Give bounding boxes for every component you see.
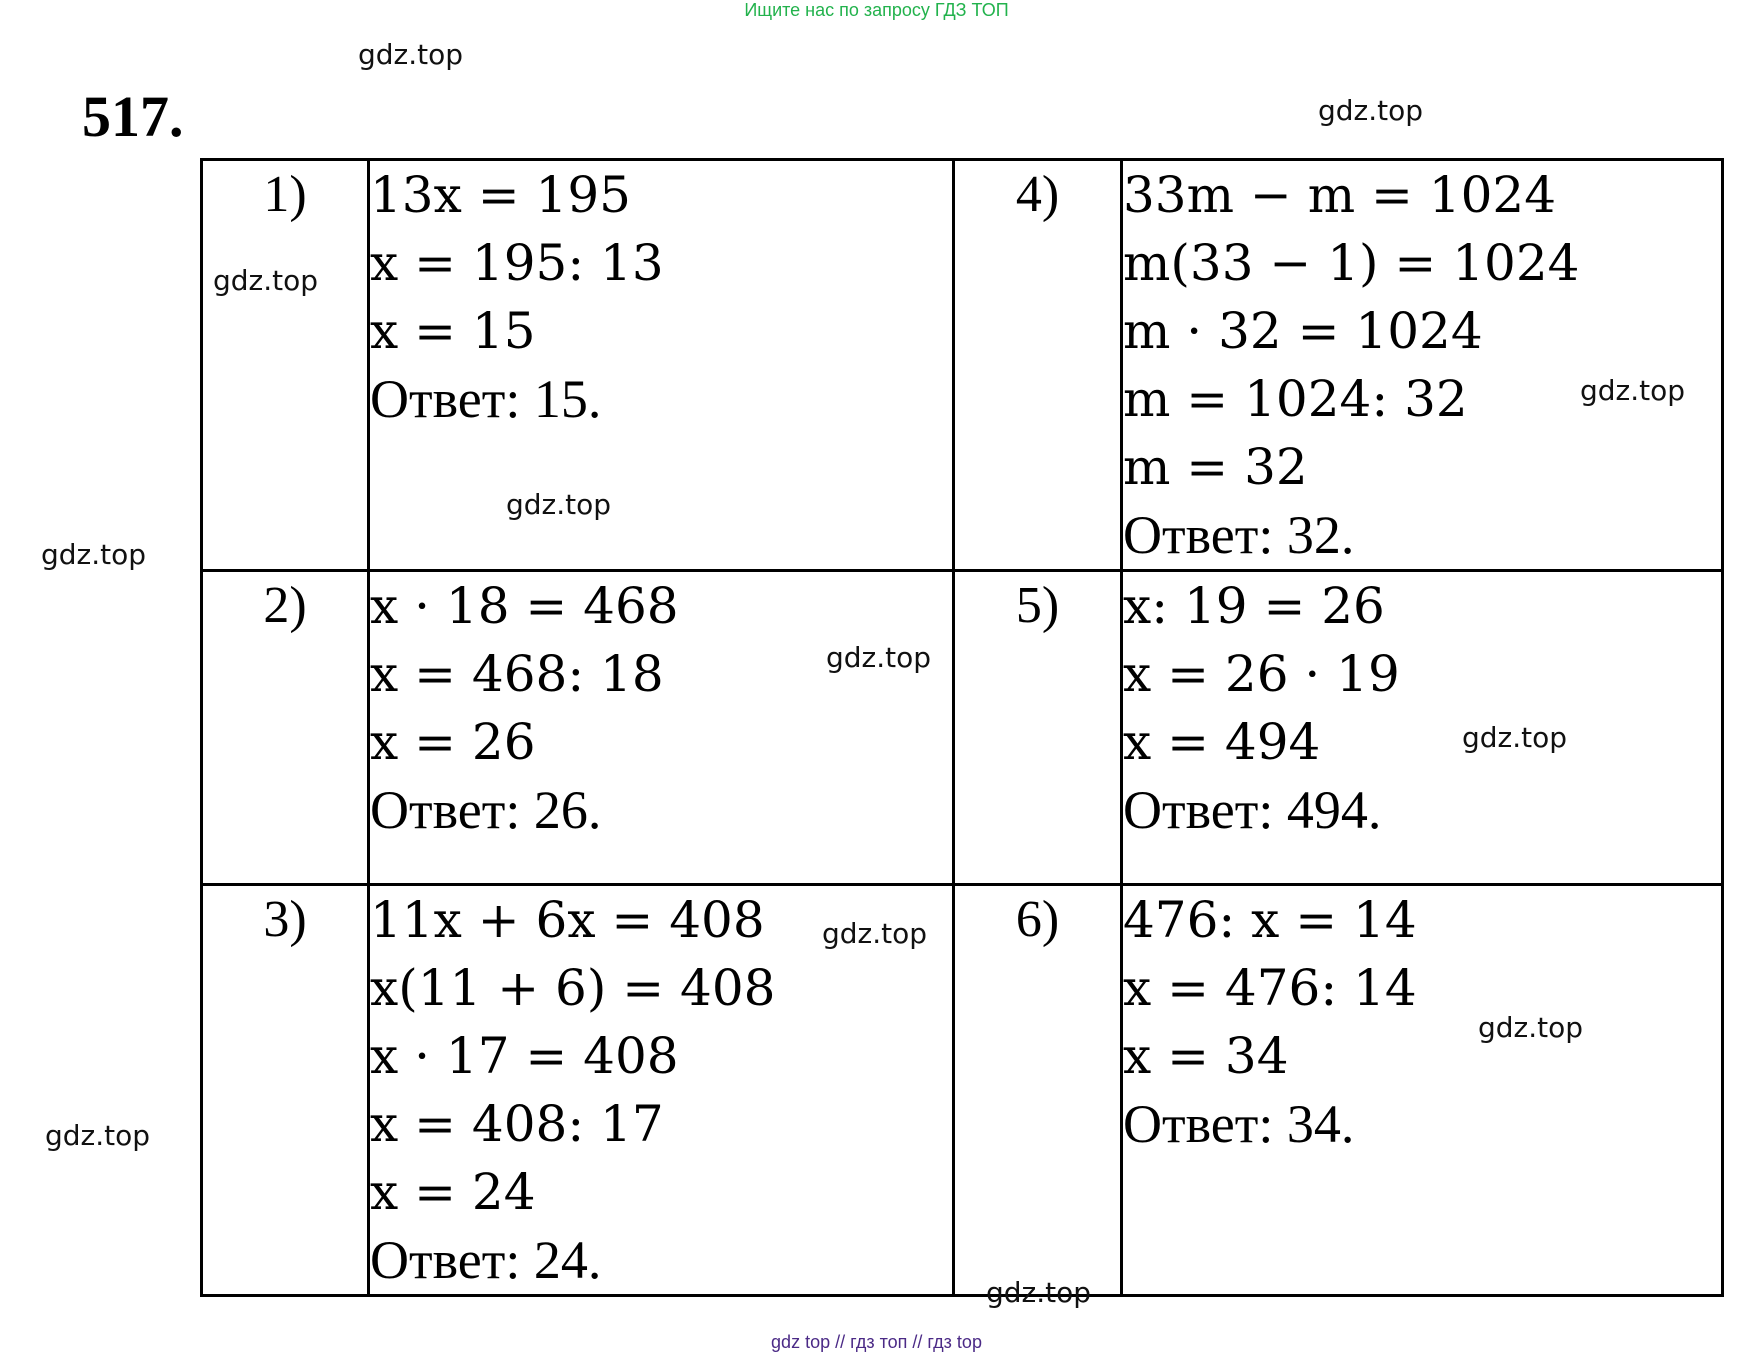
watermark: gdz.top [826,641,932,674]
item-label-3: 3) [202,885,369,1296]
footer-links: gdz top // гдз топ // гдз top [771,1332,982,1352]
solution-5 [1122,571,1723,885]
equation-line: x = 195: 13 [370,234,664,292]
item-label-1: 1) [202,160,369,571]
watermark: gdz.top [41,538,147,571]
equation-line: x = 26 [370,713,536,771]
solution-1 [369,160,954,571]
answer-line: Ответ: 34. [1123,1094,1355,1154]
watermark: gdz.top [45,1119,151,1152]
equation-line: x · 18 = 468 [370,577,679,635]
equation-line: x(11 + 6) = 408 [370,959,776,1017]
table-row [202,885,1723,1296]
equation-line: x = 15 [370,302,536,360]
item-label-6: 6) [954,885,1122,1296]
equation-line: 11x + 6x = 408 [370,891,765,949]
watermark: gdz.top [986,1276,1092,1309]
answer-line: Ответ: 32. [1123,505,1355,565]
equation-line: x = 408: 17 [370,1095,664,1153]
item-label-4: 4) [954,160,1122,571]
watermark: gdz.top [213,264,319,297]
top-banner: Ищите нас по запросу ГДЗ ТОП [744,0,1009,20]
item-label-5: 5) [954,571,1122,885]
equation-line: 476: x = 14 [1123,891,1417,949]
equation-line: 13x = 195 [370,166,631,224]
watermark: gdz.top [358,38,464,71]
watermark: gdz.top [1478,1011,1584,1044]
equation-line: m = 32 [1123,438,1308,496]
equation-line: m · 32 = 1024 [1123,302,1483,360]
equation-line: x: 19 = 26 [1123,577,1385,635]
equation-line: x = 468: 18 [370,645,664,703]
equation-line: m = 1024: 32 [1123,370,1468,428]
solution-2 [369,571,954,885]
equation-line: x = 26 · 19 [1123,645,1400,703]
table-row [202,160,1723,571]
solution-4 [1122,160,1723,571]
equation-line: x · 17 = 408 [370,1027,679,1085]
item-label-2: 2) [202,571,369,885]
equation-line: x = 476: 14 [1123,959,1417,1017]
watermark: gdz.top [1462,721,1568,754]
watermark: gdz.top [1580,374,1686,407]
watermark: gdz.top [1318,94,1424,127]
answer-line: Ответ: 24. [370,1230,602,1290]
solution-6 [1122,885,1723,1296]
equation-line: 33m − m = 1024 [1123,166,1557,224]
equation-line: x = 34 [1123,1027,1289,1085]
watermark: gdz.top [822,917,928,950]
watermark: gdz.top [506,488,612,521]
equation-line: x = 494 [1123,713,1321,771]
answer-line: Ответ: 26. [370,780,602,840]
equation-line: x = 24 [370,1163,536,1221]
problem-number: 517. [82,84,184,149]
answer-line: Ответ: 494. [1123,780,1382,840]
equation-line: m(33 − 1) = 1024 [1123,234,1580,292]
answer-line: Ответ: 15. [370,369,602,429]
